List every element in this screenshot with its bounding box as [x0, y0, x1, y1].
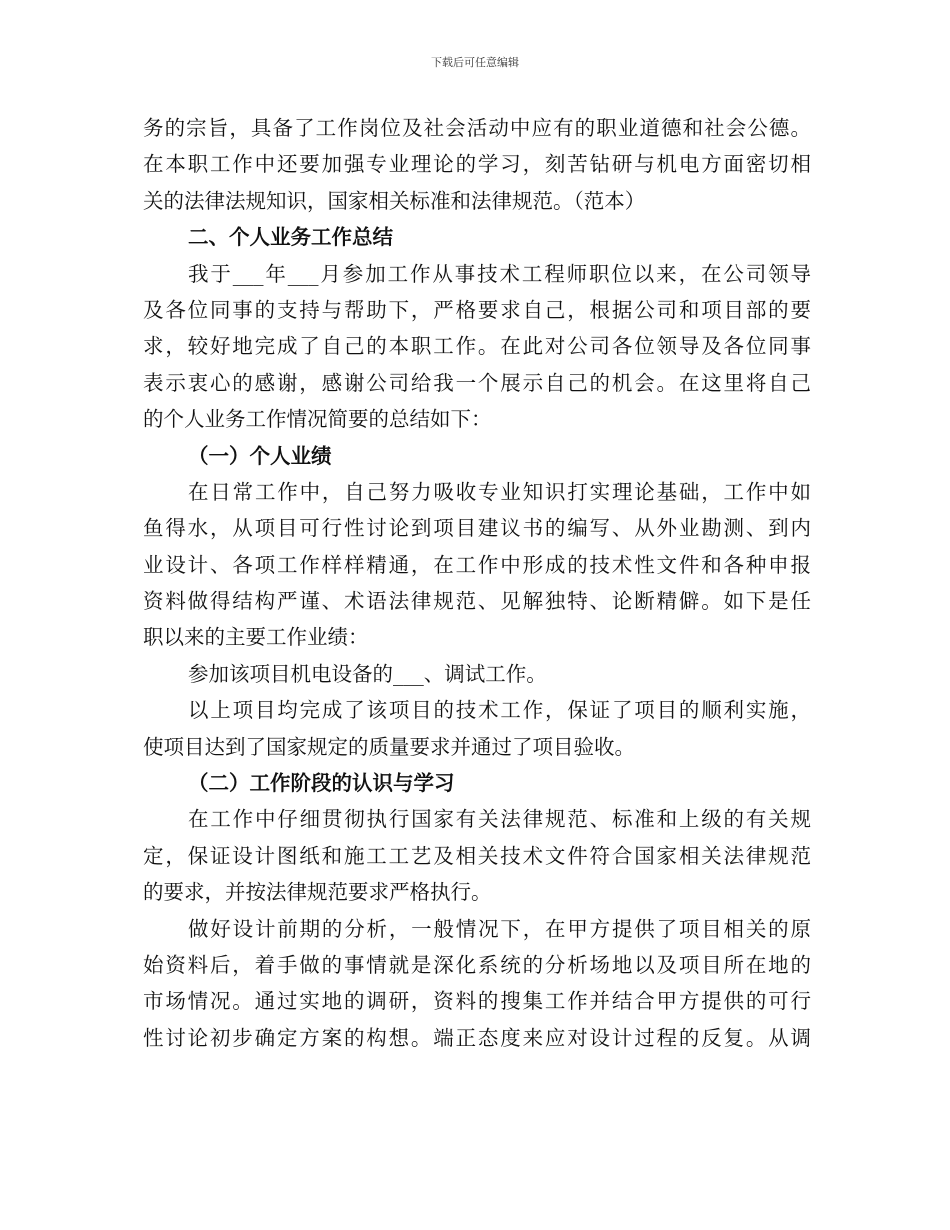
text-line: 的要求，并按法律规范要求严格执行。 — [143, 880, 492, 905]
subsection-heading: （一）个人业绩 — [188, 443, 332, 468]
text-line: 业设计、各项工作样样精通，在工作中形成的技术性文件和各种申报 — [143, 552, 811, 577]
text-line: 的个人业务工作情况简要的总结如下： — [143, 407, 492, 432]
text-line: 始资料后，着手做的事情就是深化系统的分析场地以及项目所在地的 — [143, 952, 811, 977]
text-line: 定，保证设计图纸和施工工艺及相关技术文件符合国家相关法律规范 — [143, 843, 811, 868]
page-header: 下载后可任意编辑 — [431, 56, 519, 69]
text-line: 资料做得结构严谨、术语法律规范、见解独特、论断精僻。如下是任 — [143, 589, 811, 614]
text-line: 鱼得水，从项目可行性讨论到项目建议书的编写、从外业勘测、到内 — [143, 516, 811, 541]
text-line: 在工作中仔细贯彻执行国家有关法律规范、标准和上级的有关规 — [188, 807, 811, 832]
text-line: 我于___年___月参加工作从事技术工程师职位以来，在公司领导 — [188, 261, 811, 286]
text-line: 在日常工作中，自己努力吸收专业知识打实理论基础，工作中如 — [188, 479, 811, 504]
text-line: 求，较好地完成了自己的本职工作。在此对公司各位领导及各位同事 — [143, 334, 811, 359]
text-line: 性讨论初步确定方案的构想。端正态度来应对设计过程的反复。从调 — [143, 1025, 811, 1050]
section-heading: 二、个人业务工作总结 — [188, 225, 393, 250]
text-line: 务的宗旨，具备了工作岗位及社会活动中应有的职业道德和社会公德。 — [143, 116, 811, 140]
text-line: 做好设计前期的分析，一般情况下，在甲方提供了项目相关的原 — [188, 916, 811, 941]
text-line: 参加该项目机电设备的___、调试工作。 — [188, 661, 547, 686]
text-line: 在本职工作中还要加强专业理论的学习，刻苦钻研与机电方面密切相 — [143, 152, 811, 177]
text-line: 以上项目均完成了该项目的技术工作，保证了项目的顺利实施， — [188, 698, 811, 723]
text-line: 市场情况。通过实地的调研，资料的搜集工作并结合甲方提供的可行 — [143, 989, 811, 1014]
document-body — [143, 110, 811, 1056]
text-line: 使项目达到了国家规定的质量要求并通过了项目验收。 — [143, 734, 635, 759]
text-line: 关的法律法规知识，国家相关标准和法律规范。（范本） — [143, 188, 646, 213]
text-line: 职以来的主要工作业绩： — [143, 625, 369, 650]
text-line: 表示衷心的感谢，感谢公司给我一个展示自己的机会。在这里将自己 — [143, 370, 811, 395]
subsection-heading: （二）工作阶段的认识与学习 — [188, 771, 455, 796]
text-line: 及各位同事的支持与帮助下，严格要求自己，根据公司和项目部的要 — [143, 297, 811, 322]
